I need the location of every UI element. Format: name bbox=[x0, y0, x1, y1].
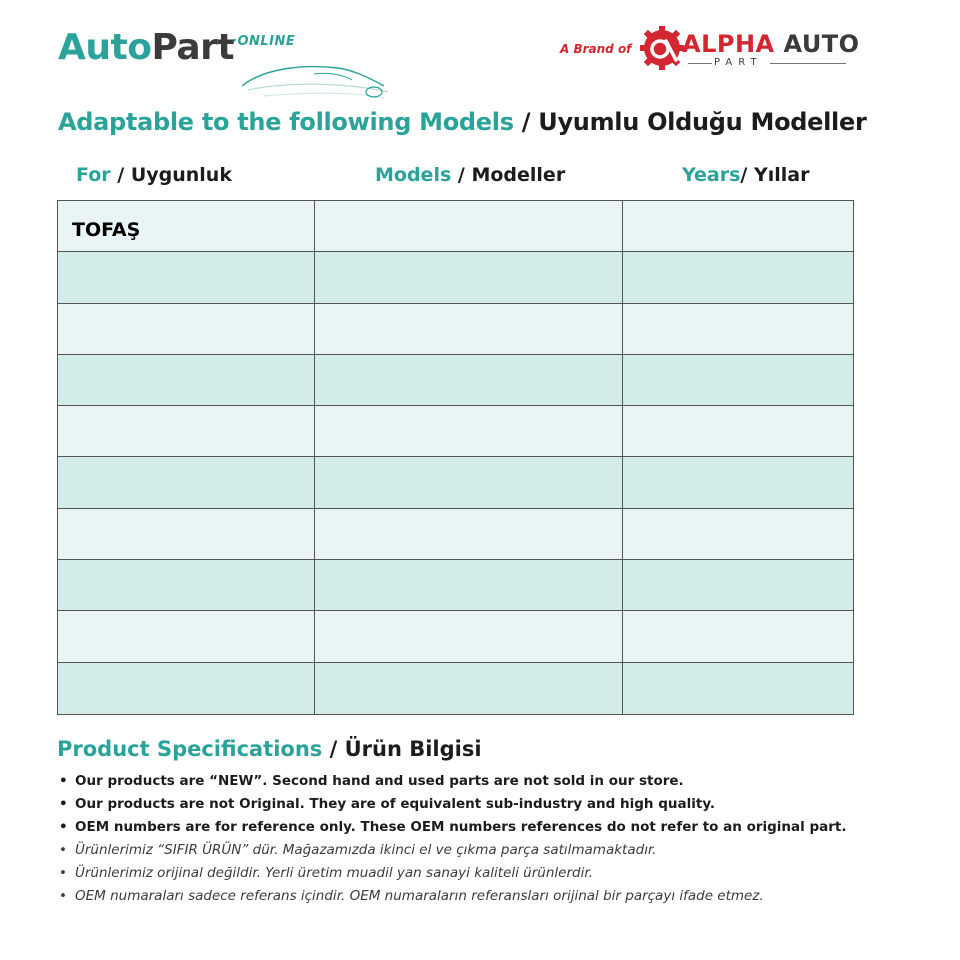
alpha-auto-logo bbox=[560, 26, 860, 76]
logo-online-label: ·ONLINE bbox=[232, 34, 296, 49]
cell-years bbox=[623, 509, 853, 559]
cell-for bbox=[58, 509, 315, 559]
list-item: • OEM numaraları sadece referans içindir. OEM numaraların referansları orijinal bir parçayı ifade etmez. bbox=[57, 885, 847, 908]
brand-of-label: A Brand of bbox=[560, 42, 632, 56]
table-row bbox=[58, 252, 853, 303]
autopart-logo bbox=[58, 26, 358, 86]
page-title-en: Adaptable to the following Models bbox=[58, 108, 514, 136]
cell-models bbox=[315, 201, 623, 251]
cell-for bbox=[58, 304, 315, 354]
cell-years bbox=[623, 663, 853, 714]
cell-for bbox=[58, 611, 315, 661]
cell-years bbox=[623, 560, 853, 610]
alpha-text: ALPHA bbox=[682, 30, 775, 58]
list-item: • Our products are not Original. They are of equivalent sub-industry and high quality. bbox=[57, 793, 847, 816]
cell-years bbox=[623, 201, 853, 251]
cell-models bbox=[315, 560, 623, 610]
table-row bbox=[58, 611, 853, 662]
table-row bbox=[58, 509, 853, 560]
divider bbox=[770, 63, 846, 64]
cell-models bbox=[315, 509, 623, 559]
cell-for bbox=[58, 355, 315, 405]
specs-title bbox=[57, 737, 482, 761]
logo-text-part: Part bbox=[151, 27, 235, 68]
divider bbox=[688, 63, 712, 64]
cell-models bbox=[315, 355, 623, 405]
table-row bbox=[58, 304, 853, 355]
column-header-years: Years/ Yıllar bbox=[682, 164, 810, 186]
page-title-tr: / Uyumlu Olduğu Modeller bbox=[521, 108, 867, 136]
cell-years bbox=[623, 406, 853, 456]
cell-for: TOFAŞ bbox=[58, 201, 315, 251]
table-row bbox=[58, 457, 853, 508]
table-row bbox=[58, 201, 853, 252]
alpha-gear-icon bbox=[640, 26, 684, 70]
cell-years bbox=[623, 457, 853, 507]
cell-models bbox=[315, 406, 623, 456]
table-row bbox=[58, 355, 853, 406]
logo-text-auto: Auto bbox=[58, 27, 152, 68]
list-item: • Our products are “NEW”. Second hand and used parts are not sold in our store. bbox=[57, 770, 847, 793]
cell-years bbox=[623, 611, 853, 661]
specs-title-en: Product Specifications bbox=[57, 737, 323, 761]
specs-list bbox=[57, 770, 847, 908]
list-item: • Ürünlerimiz “SIFIR ÜRÜN” dür. Mağazamızda ikinci el ve çıkma parça satılmamaktadır. bbox=[57, 839, 847, 862]
cell-models bbox=[315, 252, 623, 302]
specs-title-tr: / Ürün Bilgisi bbox=[329, 737, 482, 761]
table-row bbox=[58, 560, 853, 611]
cell-models bbox=[315, 457, 623, 507]
auto-text: AUTO bbox=[783, 30, 860, 58]
page-title bbox=[58, 108, 866, 136]
cell-models bbox=[315, 611, 623, 661]
table-row bbox=[58, 406, 853, 457]
cell-for bbox=[58, 457, 315, 507]
alpha-part-label: PART bbox=[714, 57, 763, 68]
cell-years bbox=[623, 355, 853, 405]
list-item: • OEM numbers are for reference only. These OEM numbers references do not refer to an original part. bbox=[57, 816, 847, 839]
column-header-models: Models / Modeller bbox=[375, 164, 566, 186]
list-item: • Ürünlerimiz orijinal değildir. Yerli üretim muadil yan sanayi kaliteli ürünlerdir. bbox=[57, 862, 847, 885]
car-outline-icon bbox=[234, 52, 394, 104]
cell-for bbox=[58, 252, 315, 302]
cell-years bbox=[623, 304, 853, 354]
column-header-for: For / Uygunluk bbox=[76, 164, 232, 186]
cell-models bbox=[315, 304, 623, 354]
cell-models bbox=[315, 663, 623, 714]
cell-for bbox=[58, 560, 315, 610]
models-table bbox=[57, 200, 854, 715]
cell-for bbox=[58, 663, 315, 714]
cell-years bbox=[623, 252, 853, 302]
table-row bbox=[58, 663, 853, 714]
cell-for bbox=[58, 406, 315, 456]
